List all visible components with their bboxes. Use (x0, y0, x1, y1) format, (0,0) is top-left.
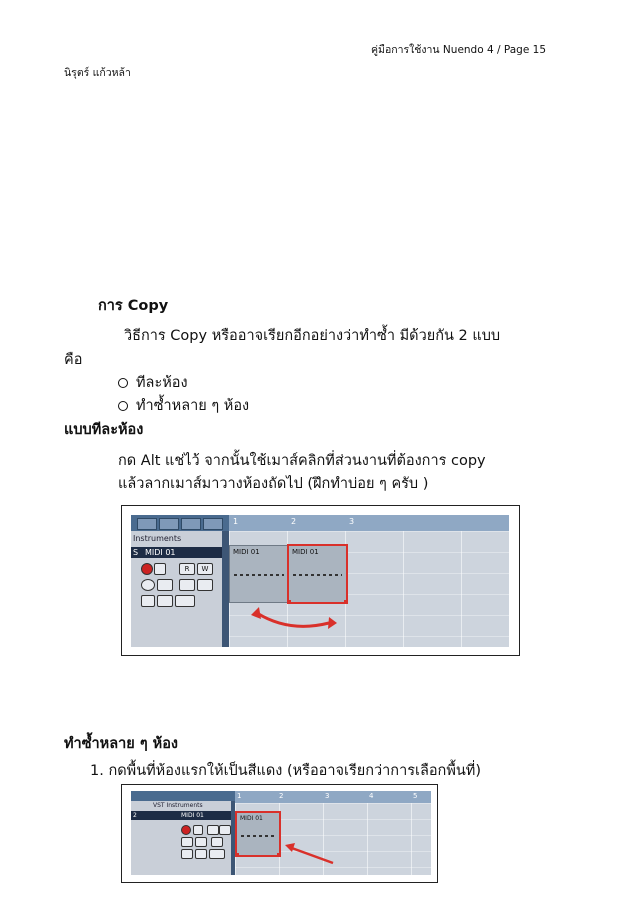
instruments-label: Instruments (133, 534, 182, 543)
toolbar-button[interactable] (159, 518, 179, 530)
instruments-label: VST Instruments (153, 802, 203, 809)
write-button[interactable]: W (197, 563, 213, 575)
screenshot-copy-single (121, 505, 520, 656)
bullet-item (118, 371, 188, 394)
sends-icon[interactable] (197, 579, 213, 591)
ruler-number: 2 (291, 517, 297, 526)
solo-label: S (133, 548, 139, 557)
panel-splitter[interactable] (222, 531, 229, 647)
track-inspector (131, 801, 231, 875)
track-name: MIDI 01 (145, 548, 176, 557)
bullet-label: ทำซ้ำหลาย ๆ ห้อง (136, 398, 250, 414)
record-icon[interactable] (141, 563, 153, 575)
monitor-icon[interactable] (193, 825, 203, 835)
channel-icon[interactable] (209, 849, 225, 859)
part-label: MIDI 01 (292, 548, 319, 556)
bullet-item (118, 394, 249, 417)
write-button[interactable] (219, 825, 231, 835)
ruler-number: 3 (349, 517, 355, 526)
track-toolbar (131, 515, 229, 531)
toolbar-button[interactable] (203, 518, 223, 530)
section-heading-multi: ทำซ้ำหลาย ๆ ห้อง (64, 736, 178, 752)
ruler-number: 5 (413, 792, 418, 800)
insert-icon[interactable] (211, 837, 223, 847)
track-header[interactable] (131, 811, 231, 820)
section-heading-single: แบบทีละห้อง (64, 422, 144, 438)
arrange-grid[interactable] (229, 531, 509, 647)
ruler-number: 2 (279, 792, 284, 800)
edit-icon[interactable] (141, 579, 155, 591)
instruction-line-2: แล้วลากเมาส์มาวางห้องถัดไป (ฝึกทำบ่อย ๆ ครับ ) (118, 476, 429, 492)
toolbar-button[interactable] (181, 518, 201, 530)
track-inspector (131, 531, 222, 647)
intro-line-1: วิธีการ Copy หรืออาจเรียกอีกอย่างว่าทำซ้ำ มีด้วยกัน 2 แบบ (124, 328, 501, 344)
section-heading-copy (98, 294, 168, 317)
monitor-icon[interactable] (154, 563, 166, 575)
bullet-icon (118, 378, 128, 388)
arrange-grid[interactable] (235, 803, 431, 875)
ruler-number: 4 (369, 792, 374, 800)
lane-icon[interactable] (157, 595, 173, 607)
track-header[interactable] (131, 547, 222, 558)
track-name: MIDI 01 (181, 812, 204, 819)
track-toolbar (131, 791, 235, 801)
step-1: 1. กดพื้นที่ห้องแรกให้เป็นสีแดง (หรืออาจเรียกว่าการเลือกพื้นที่) (90, 763, 482, 779)
heading-prefix: การ (98, 298, 123, 314)
record-icon[interactable] (181, 825, 191, 835)
toolbar-button[interactable] (137, 518, 157, 530)
timeline-ruler[interactable] (235, 791, 431, 803)
bullet-label: ทีละห้อง (136, 375, 188, 391)
read-button[interactable] (207, 825, 219, 835)
intro-line-2: คือ (64, 352, 83, 368)
edit-icon[interactable] (181, 837, 193, 847)
folder-icon[interactable] (157, 579, 173, 591)
ruler-number: 1 (237, 792, 242, 800)
pencil-icon[interactable] (181, 849, 193, 859)
ruler-number: 3 (325, 792, 330, 800)
drag-arrow-icon (229, 531, 509, 647)
sequencer-window (131, 515, 509, 647)
ruler-number: 1 (233, 517, 239, 526)
folder-icon[interactable] (195, 837, 207, 847)
part-label: MIDI 01 (233, 548, 260, 556)
page-author: นิรุตร์ แก้วหล้า (64, 67, 131, 79)
screenshot-copy-multi (121, 784, 438, 883)
read-button[interactable]: R (179, 563, 195, 575)
instruction-line-1: กด Alt แช่ไว้ จากนั้นใช้เมาส์คลิกที่ส่วนงานที่ต้องการ copy (118, 453, 486, 469)
page-header-title: คู่มือการใช้งาน Nuendo 4 / Page 15 (371, 44, 546, 56)
pointer-arrow-icon (235, 803, 431, 875)
timeline-ruler[interactable] (229, 515, 509, 531)
pencil-icon[interactable] (141, 595, 155, 607)
sequencer-window (131, 791, 431, 875)
heading-word: Copy (127, 298, 169, 314)
part-label: MIDI 01 (240, 815, 263, 822)
channel-icon[interactable] (175, 595, 195, 607)
bullet-icon (118, 401, 128, 411)
insert-icon[interactable] (179, 579, 195, 591)
lane-icon[interactable] (195, 849, 207, 859)
track-index: 2 (133, 812, 137, 819)
